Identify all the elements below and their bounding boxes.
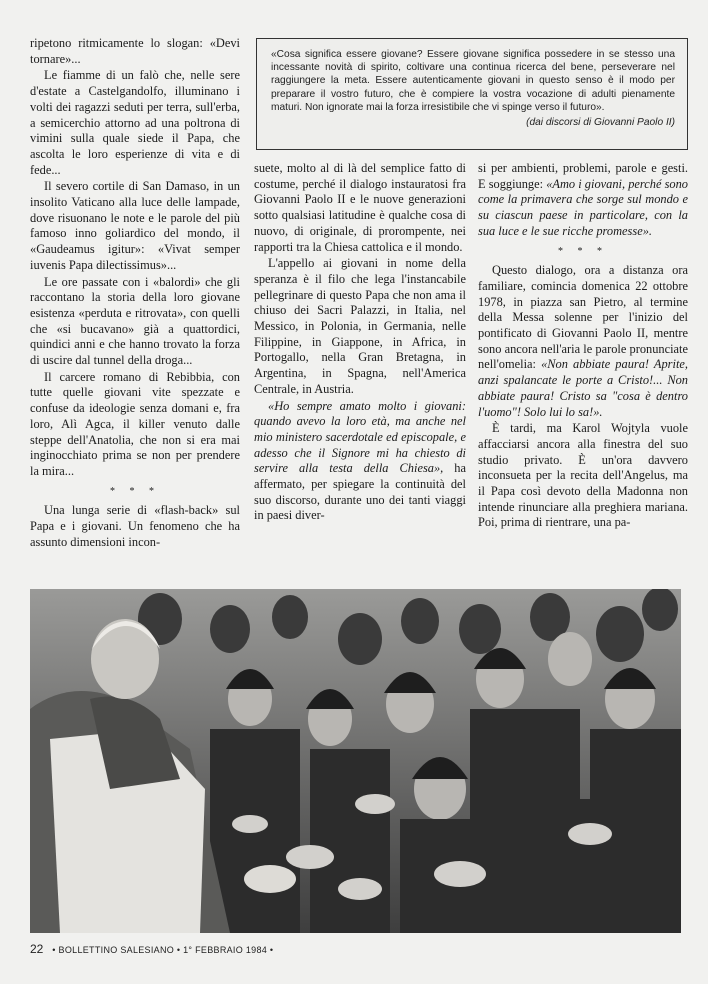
pull-quote-source: (dai discorsi di Giovanni Paolo II) — [526, 117, 675, 129]
paragraph: ripetono ritmicamente lo slogan: «Devi tornare»... — [30, 36, 240, 66]
quotation: «Non abbiate paura! Aprite, anzi spalancate le porte a Cristo!... Non abbiate paura! Cristo sa "cosa è dentro l'uomo"! Solo lui lo sa!». — [478, 357, 688, 419]
paragraph: Le fiamme di un falò che, nelle sere d'estate a Castelgandolfo, illuminano i volti dei ragazzi seduti per terra, sull'erba, a semicerchio attorno ad una poltrona di vimini sulla quale siede il Papa, che ascolta le loro esperienze di vita e di fede... — [30, 68, 240, 177]
paragraph-text: si per ambienti, problemi, parole e gesti. E soggiunge: — [478, 161, 688, 191]
page-number: 22 — [30, 942, 44, 956]
text-column-3 — [478, 161, 688, 531]
paragraph: Il carcere romano di Rebibbia, con tutte quelle giovani vite spezzate e confuse da ideologie senza domani e, fra loro, Alì Agca, il killer venuto dalle steppe dell'Anatolia, che non si era mai inginocchiato prima se non per prendere la mira... — [30, 369, 240, 478]
paragraph: Una lunga serie di «flash-back» sul Papa e i giovani. Un fenomeno che ha assunto dimensioni incon- — [30, 503, 240, 549]
publication-info: • BOLLETTINO SALESIANO • 1° FEBBRAIO 1984 • — [52, 945, 274, 955]
pull-quote-box — [256, 38, 688, 150]
photograph — [30, 589, 681, 933]
crowd-photo-illustration — [30, 589, 681, 933]
quotation: «Amo i giovani, perché sono come la primavera che sorge sul mondo e su ciascun paese in particolare, con la sua luce e le sue ricche promesse». — [478, 176, 688, 238]
text-column-2 — [254, 161, 466, 524]
paragraph — [478, 161, 688, 240]
paragraph — [254, 399, 466, 525]
paragraph: suete, molto al di là del semplice fatto di costume, perché il dialogo instauratosi fra Giovanni Paolo II e le nuove generazioni sotto qualsiasi latitudine è qualche cosa di nuovo, di originale, di prorompente, nei rapporti tra la Chiesa cattolica e il mondo. — [254, 161, 466, 254]
paragraph-text: Questo dialogo, ora a distanza ora familiare, comincia domenica 22 ottobre 1978, in piazza san Pietro, al termine della Messa solenne per l'inizio del pontificato di Giovanni Paolo II, mentre sono ancora nell'aria le parole pronunciate nell'omelia: — [478, 263, 688, 372]
page-footer — [30, 942, 430, 956]
pull-quote-text: «Cosa significa essere giovane? Essere giovane significa possedere in se stesso una incessante novità di spirito, coltivare una continua ricerca del bene, perseverare nel raggiungere la meta. Essere autenticamente giovani in questo senso è il modo per preparare il vostro futuro, che è compiere la vostra vocazione di adulti pienamente maturi. Non ignorate mai la forza irresistibile che vi spinge verso il futuro». — [271, 49, 675, 113]
paragraph-text: ha affermato, per spiegare la continuità del suo discorso, durante uno dei tanti viaggi in paesi diver- — [254, 461, 466, 523]
section-separator: * * * — [110, 485, 160, 497]
quotation: «Ho sempre amato molto i giovani: quando avevo la loro età, ma anche nel mio ministero sacerdotale ed episcopale, e adesso che il Signore mi ha chiesto di servire alla testa della Chiesa», — [254, 398, 466, 476]
paragraph: Le ore passate con i «balordi» che gli raccontano la storia della loro giovane esistenza «perduta e ritrovata», con quelli che «si bucavano» già a quattordici, quindici anni e che hanno trovato la forza di uscire dal tunnel della droga... — [30, 274, 240, 368]
text-column-1 — [30, 36, 240, 551]
section-separator: * * * — [558, 245, 608, 257]
paragraph: È tardi, ma Karol Wojtyla vuole affacciarsi ancora alla finestra del suo studio privato. È un'ora davvero inconsueta per la recita dell'Angelus, ma il Papa così devoto della Madonna non intende rinunciare alla preghiera mariana. Poi, prima di rientrare, una pa- — [478, 421, 688, 530]
paragraph: L'appello ai giovani in nome della speranza è il filo che lega l'instancabile pellegrinare di questo Papa che non ama il chiuso dei Sacri Palazzi, in Italia, nel Messico, in Polonia, in Germania, nelle Filippine, in Giappone, in Africa, in Portogallo, nella Gran Bretagna, in Argentina, in Spagna, nell'America Centrale, in Austria. — [254, 256, 466, 396]
paragraph — [478, 263, 688, 420]
paragraph: Il severo cortile di San Damaso, in un insolito Vaticano alla luce delle lampade, dove risuonano le note e le parole del più famoso inno goliardico del mondo, il «Gaudeamus igitur»: «Vivat semper iuvenis Papa dilectissimus»... — [30, 179, 240, 272]
